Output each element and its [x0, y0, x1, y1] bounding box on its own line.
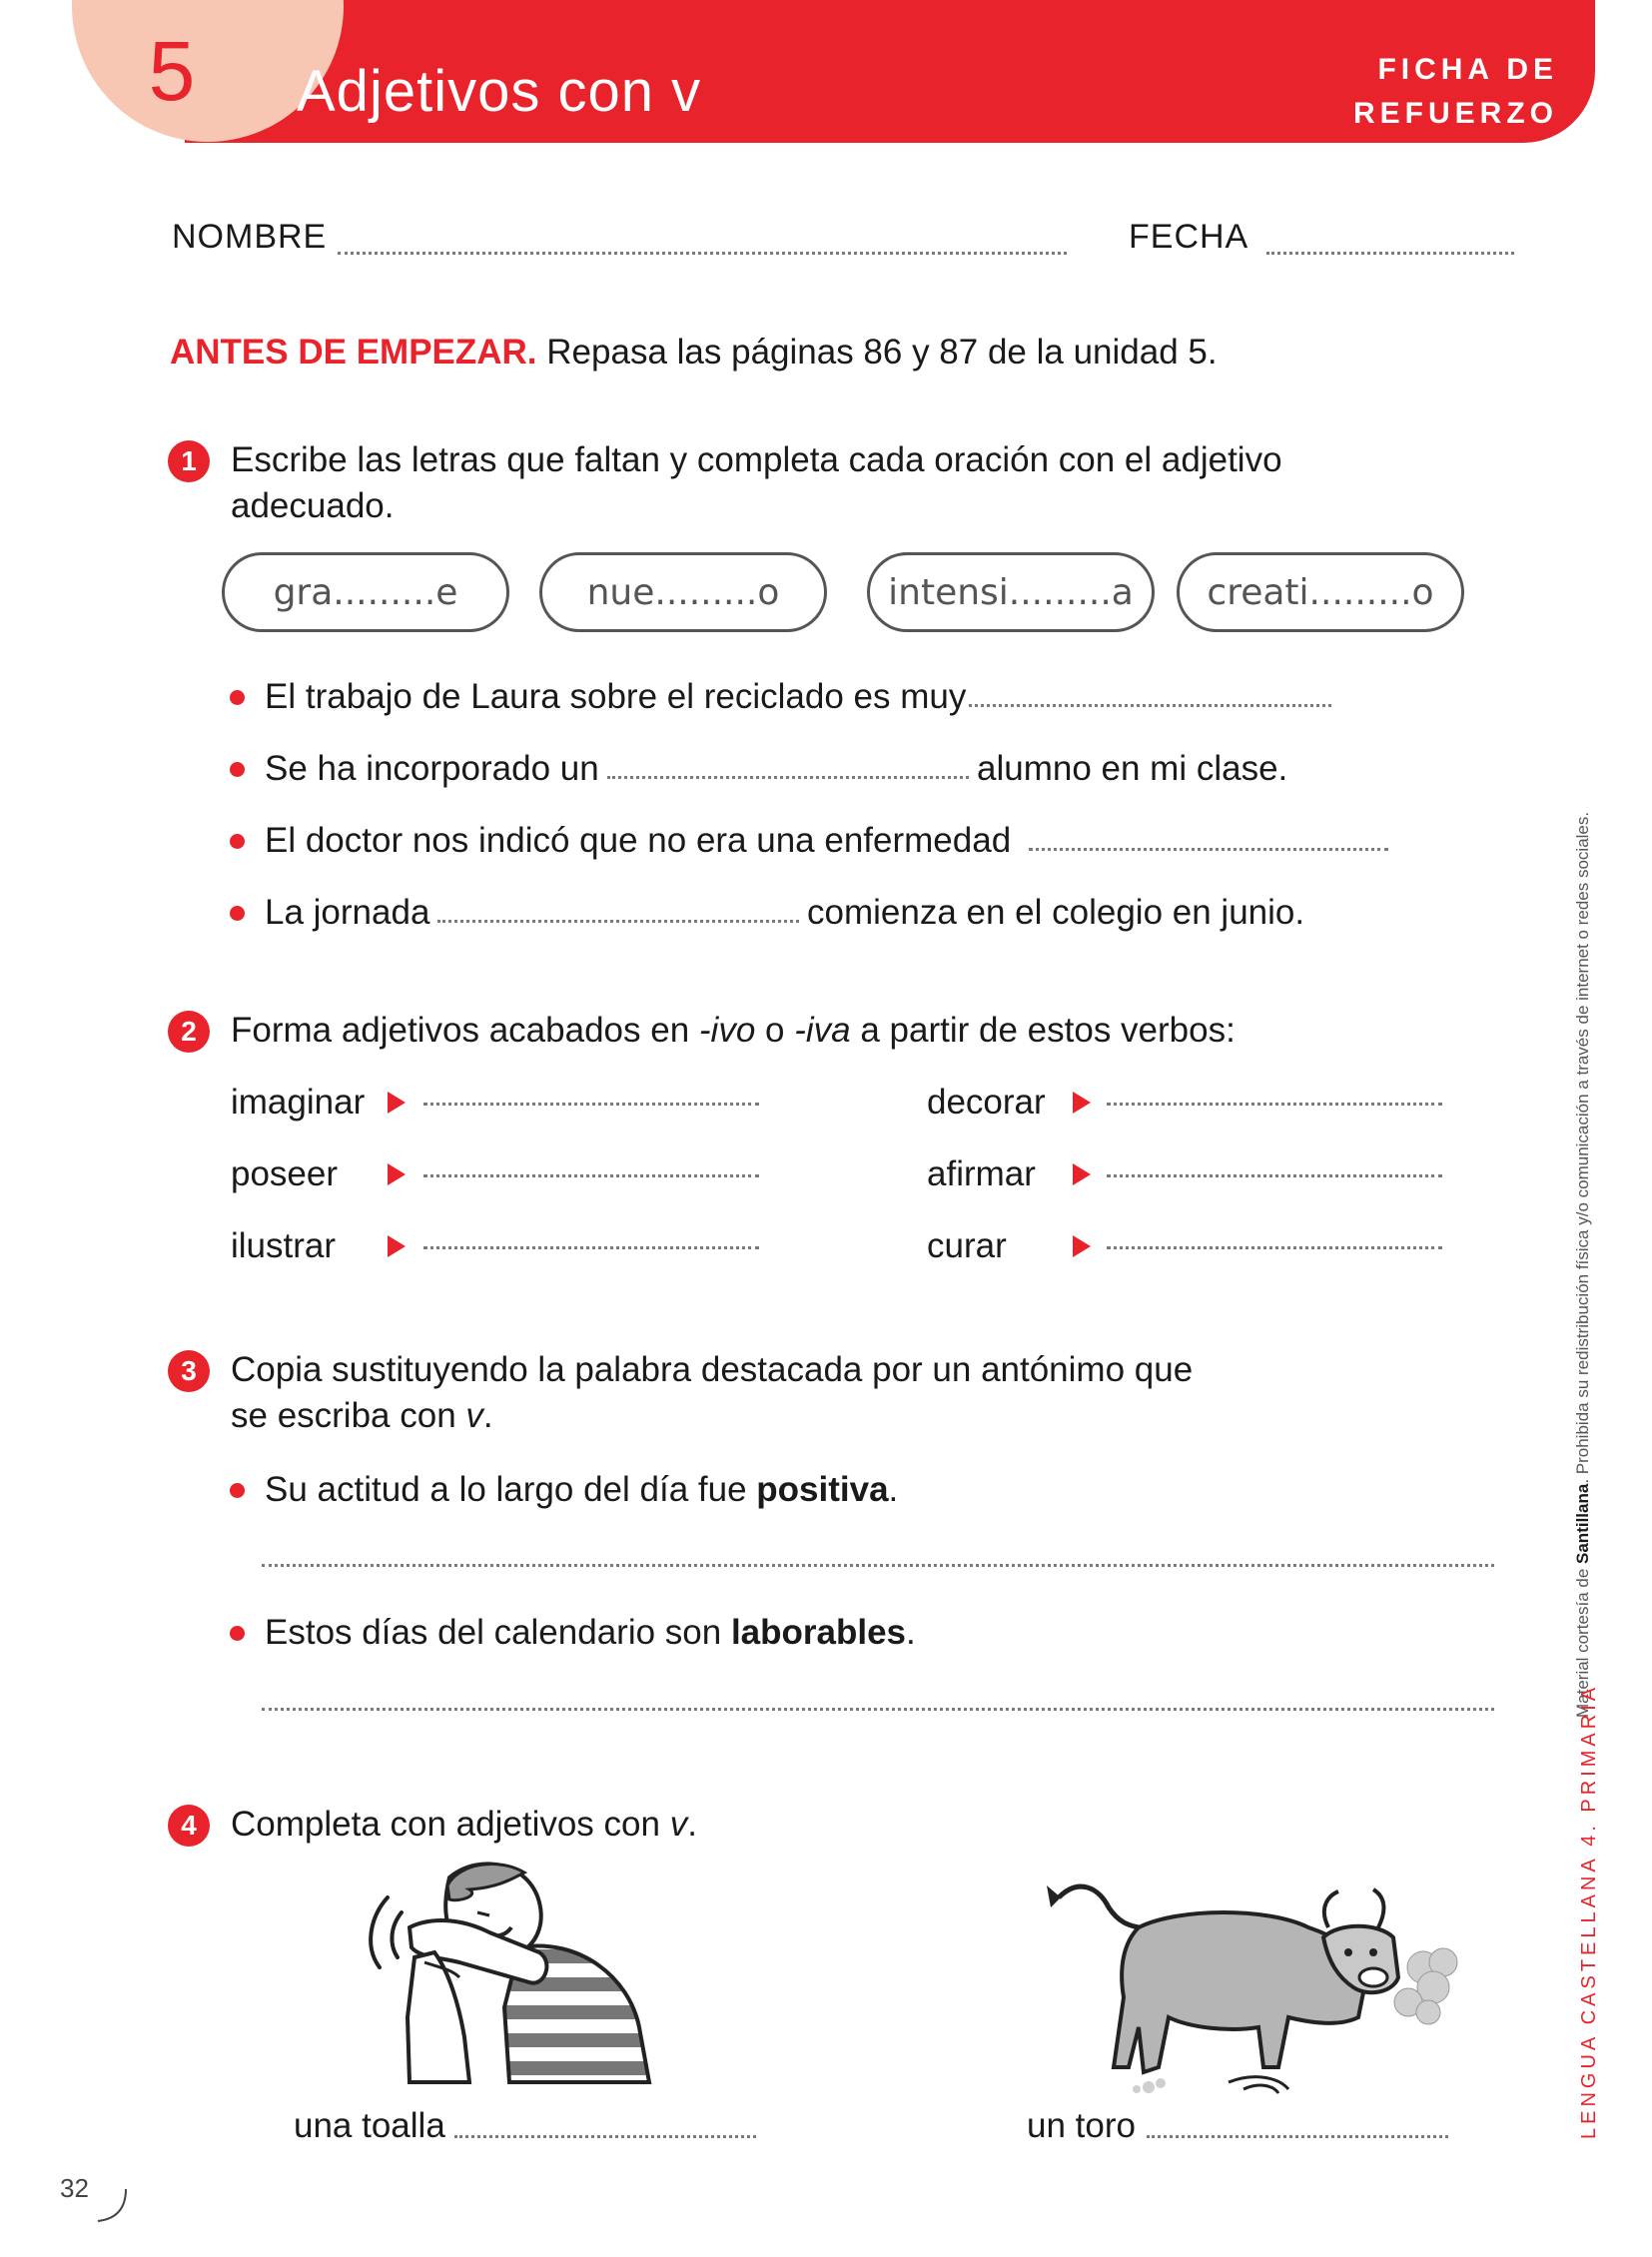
exercise-3-answer-1[interactable]	[262, 1564, 1494, 1567]
arrow-icon	[388, 1092, 406, 1114]
sentence-2-text: Se ha incorporado un	[265, 749, 599, 788]
verb-left-2-answer[interactable]	[423, 1174, 759, 1177]
name-label: NOMBRE	[172, 218, 328, 256]
arrow-icon	[1073, 1235, 1091, 1257]
sentence-2-text-end: alumno en mi clase.	[977, 749, 1288, 788]
exercise-4-end: .	[687, 1805, 697, 1844]
caption-towel-blank[interactable]	[454, 2135, 756, 2138]
exercise-2-middle: o	[755, 1011, 795, 1050]
sentence-1-blank[interactable]	[969, 704, 1331, 707]
exercise-2-prefix: Forma adjetivos acabados en	[231, 1011, 699, 1050]
item-2-highlight: laborables	[730, 1613, 907, 1652]
sentence-4-text-end: comienza en el colegio en junio.	[807, 893, 1305, 932]
page-corner-mark	[96, 2187, 136, 2227]
exercise-1-instruction-line1: Escribe las letras que faltan y completa cada oración con el adjetivo	[231, 440, 1282, 479]
bullet	[230, 690, 245, 705]
item-2-after: .	[906, 1613, 916, 1652]
item-1-highlight: positiva	[756, 1470, 889, 1509]
sentence-4-text: La jornada	[265, 893, 430, 932]
sentence-4-blank[interactable]	[437, 920, 799, 923]
verb-right-2-answer[interactable]	[1107, 1174, 1442, 1177]
exercise-3-item-2	[265, 1610, 916, 1656]
bull-illustration	[1039, 1868, 1478, 2097]
item-1-before: Su actitud a lo largo del día fue	[265, 1470, 757, 1509]
verb-left-3: ilustrar	[231, 1226, 337, 1265]
worksheet-type-line2: REFUERZO	[1353, 97, 1558, 130]
verb-right-3: curar	[927, 1226, 1007, 1265]
verb-right-2: afirmar	[927, 1154, 1036, 1193]
intro-lead: ANTES DE EMPEZAR.	[170, 333, 537, 372]
suffix-ivo: -ivo	[698, 1011, 756, 1050]
exercise-3-item-1	[265, 1467, 898, 1513]
exercise-2-number: 2	[168, 1011, 210, 1053]
exercise-3-line2-prefix: se escriba con	[231, 1396, 466, 1435]
arrow-icon	[1073, 1163, 1091, 1185]
exercise-3-number: 3	[168, 1350, 210, 1392]
sentence-1-text: El trabajo de Laura sobre el reciclado es muy	[265, 677, 967, 716]
intro-body: Repasa las páginas 86 y 87 de la unidad 5.	[536, 333, 1218, 372]
name-field[interactable]	[338, 252, 1067, 255]
book-title: LENGUA CASTELLANA 4. PRIMARIA	[1578, 1683, 1600, 2139]
exercise-4-instruction	[231, 1802, 697, 1848]
word-card-3: intensi.........a	[867, 552, 1155, 632]
caption-towel: una toalla	[294, 2106, 445, 2145]
bullet	[230, 906, 245, 921]
verb-left-2: poseer	[231, 1154, 339, 1193]
intro-text	[170, 330, 1218, 376]
exercise-4-prefix: Completa con adjetivos con	[231, 1805, 670, 1844]
sentence-2-blank[interactable]	[607, 776, 969, 779]
worksheet-type	[1298, 48, 1558, 136]
date-field[interactable]	[1266, 252, 1514, 255]
exercise-3-instruction-line1: Copia sustituyendo la palabra destacada por un antónimo que	[231, 1350, 1194, 1389]
bullet	[230, 834, 245, 849]
sentence-3-text: El doctor nos indicó que no era una enfermedad	[265, 821, 1012, 860]
copyright-note	[1573, 812, 1593, 1718]
date-label: FECHA	[1129, 218, 1249, 256]
exercise-1-number: 1	[168, 440, 210, 482]
item-2-before: Estos días del calendario son	[265, 1613, 731, 1652]
exercise-4-number: 4	[168, 1805, 210, 1847]
exercise-3-line2-end: .	[482, 1396, 493, 1435]
verb-right-1-answer[interactable]	[1107, 1103, 1442, 1106]
verb-left-3-answer[interactable]	[423, 1246, 759, 1249]
arrow-icon	[388, 1163, 406, 1185]
suffix-iva: -iva	[794, 1011, 851, 1050]
word-card-1: gra.........e	[222, 552, 509, 632]
page-title: Adjetivos con v	[297, 59, 702, 124]
verb-left-1-answer[interactable]	[423, 1103, 759, 1106]
exercise-3-answer-2[interactable]	[262, 1708, 1494, 1711]
exercise-2-instruction	[231, 1008, 1236, 1054]
unit-number: 5	[148, 24, 196, 118]
exercise-3-letter: v	[465, 1396, 483, 1435]
word-card-2: nue.........o	[539, 552, 827, 632]
bullet	[230, 1483, 245, 1498]
caption-bull: un toro	[1027, 2106, 1136, 2145]
exercise-2-end: a partir de estos verbos:	[850, 1011, 1236, 1050]
page-number: 32	[60, 2173, 89, 2203]
worksheet-type-line1: FICHA DE	[1377, 53, 1558, 86]
verb-left-1: imaginar	[231, 1083, 366, 1122]
sentence-3-blank[interactable]	[1029, 848, 1388, 851]
exercise-3-instruction-line2	[231, 1393, 493, 1439]
bullet	[230, 762, 245, 777]
bullet	[230, 1626, 245, 1641]
boy-towel-illustration	[340, 1858, 679, 2087]
word-card-4: creati.........o	[1177, 552, 1464, 632]
copyright-suffix: . Prohibida su redistribución física y/o comunicación a través de internet o redes sociales.	[1573, 811, 1592, 1484]
arrow-icon	[1073, 1092, 1091, 1114]
caption-bull-blank[interactable]	[1147, 2135, 1448, 2138]
verb-right-1: decorar	[927, 1083, 1046, 1122]
exercise-1-instruction-line2: adecuado.	[231, 486, 395, 525]
brand-name: Santillana	[1573, 1483, 1592, 1564]
item-1-after: .	[888, 1470, 899, 1509]
arrow-icon	[388, 1235, 406, 1257]
exercise-4-letter: v	[669, 1805, 688, 1844]
verb-right-3-answer[interactable]	[1107, 1246, 1442, 1249]
copyright-prefix: Material cortesía de	[1573, 1563, 1592, 1718]
